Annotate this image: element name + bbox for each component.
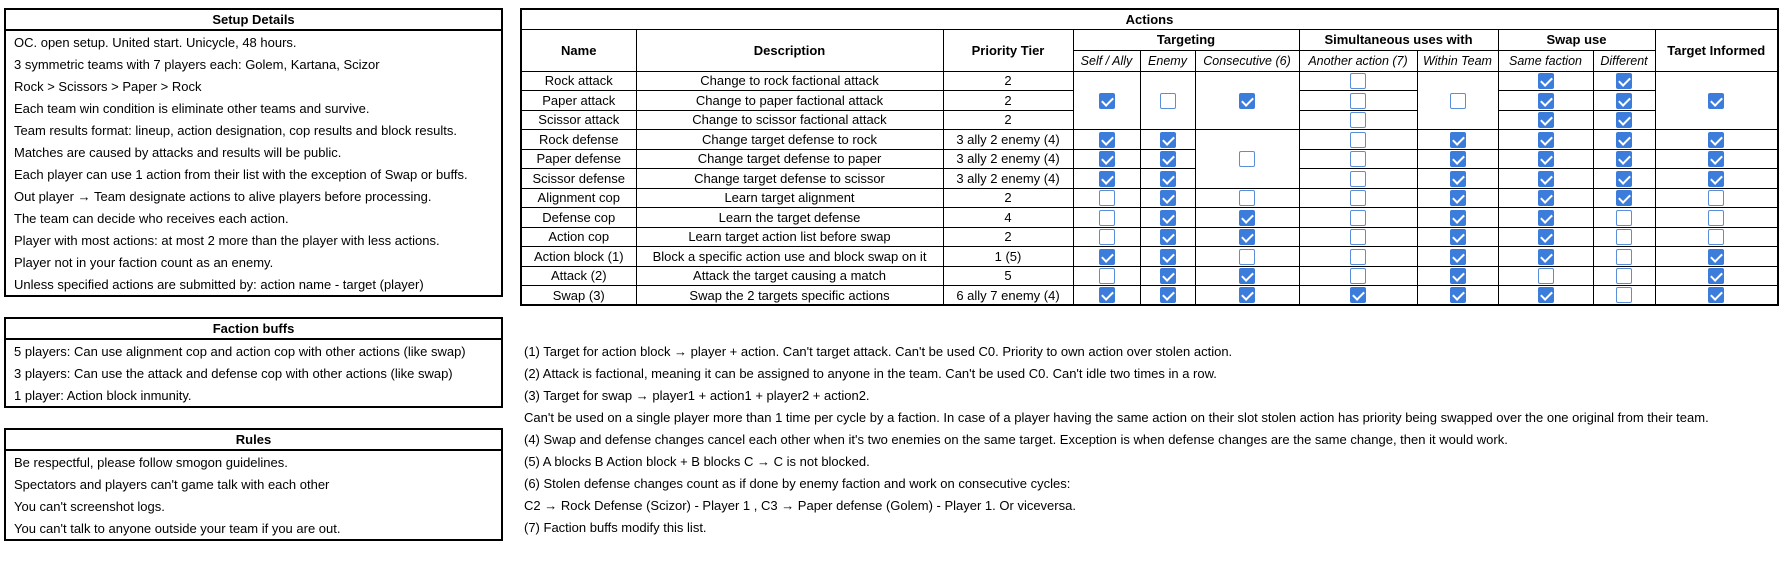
action-row (521, 169, 1778, 189)
checkbox-consecutive[interactable] (1239, 268, 1255, 284)
checkbox-within-team[interactable] (1450, 171, 1466, 187)
action-row (521, 286, 1778, 306)
checkbox-same-faction[interactable] (1538, 112, 1554, 128)
checkbox-enemy[interactable] (1160, 190, 1176, 206)
footnote-line: (5) A blocks B Action block + B blocks C → C is not blocked. (524, 454, 870, 469)
setup-details-panel (4, 8, 503, 297)
checkbox-target-informed[interactable] (1708, 229, 1724, 245)
col-header-description: Description (636, 29, 943, 71)
checkbox-different-cell (1593, 286, 1655, 306)
checkbox-self-ally[interactable] (1099, 171, 1115, 187)
checkbox-same-faction[interactable] (1538, 93, 1554, 109)
checkbox-different[interactable] (1616, 268, 1632, 284)
checkbox-within-team[interactable] (1450, 190, 1466, 206)
checkbox-another-action-cell (1299, 208, 1417, 228)
buff-line: 5 players: Can use alignment cop and action cop with other actions (like swap) (14, 344, 466, 359)
setup-line: Out player → Team designate actions to alive players before processing. (14, 189, 432, 204)
col-header-consecutive: Consecutive (6) (1195, 50, 1299, 71)
col-header-targeting: Targeting (1073, 29, 1299, 50)
rule-line: Spectators and players can't game talk with each other (14, 477, 330, 492)
checkbox-enemy[interactable] (1160, 229, 1176, 245)
checkbox-different-cell (1593, 188, 1655, 208)
setup-line: Team results format: lineup, action designation, cop results and block results. (14, 123, 457, 138)
checkbox-self-ally-cell (1073, 266, 1140, 286)
footnote-line: (7) Faction buffs modify this list. (524, 520, 707, 535)
action-name: Defense cop (521, 208, 636, 228)
setup-details-list (6, 31, 501, 296)
checkbox-same-faction-cell (1498, 91, 1593, 111)
checkbox-enemy-cell (1140, 130, 1195, 150)
checkbox-within-team-cell (1417, 71, 1498, 130)
checkbox-consecutive[interactable] (1239, 249, 1255, 265)
checkbox-consecutive[interactable] (1239, 229, 1255, 245)
checkbox-different-cell (1593, 149, 1655, 169)
checkbox-target-informed-cell (1655, 266, 1778, 286)
action-priority: 6 ally 7 enemy (4) (943, 286, 1073, 306)
checkbox-another-action[interactable] (1350, 268, 1366, 284)
action-name: Swap (3) (521, 286, 636, 306)
checkbox-enemy-cell (1140, 149, 1195, 169)
buff-line: 3 players: Can use the attack and defense cop with other actions (like swap) (14, 366, 453, 381)
footnote-line: (1) Target for action block → player + action. Can't target attack. Can't be used C0. Priority to own action over stolen action. (524, 344, 1233, 359)
checkbox-enemy-cell (1140, 227, 1195, 247)
action-row (521, 149, 1778, 169)
action-row (521, 130, 1778, 150)
checkbox-consecutive-cell (1195, 266, 1299, 286)
checkbox-enemy-cell (1140, 169, 1195, 189)
checkbox-self-ally[interactable] (1099, 249, 1115, 265)
checkbox-self-ally-cell (1073, 286, 1140, 306)
actions-panel (520, 8, 1777, 306)
checkbox-target-informed-cell (1655, 169, 1778, 189)
checkbox-another-action-cell (1299, 71, 1417, 91)
footnote-line: C2 → Rock Defense (Scizor) - Player 1 , C3 → Paper defense (Golem) - Player 1. Or viceversa. (524, 498, 1076, 513)
checkbox-same-faction-cell (1498, 266, 1593, 286)
actions-title: Actions (521, 9, 1778, 29)
checkbox-target-informed[interactable] (1708, 171, 1724, 187)
action-name: Alignment cop (521, 188, 636, 208)
action-row (521, 208, 1778, 228)
checkbox-self-ally-cell (1073, 227, 1140, 247)
checkbox-different[interactable] (1616, 249, 1632, 265)
checkbox-same-faction[interactable] (1538, 190, 1554, 206)
checkbox-another-action-cell (1299, 130, 1417, 150)
checkbox-self-ally-cell (1073, 71, 1140, 130)
action-name: Attack (2) (521, 266, 636, 286)
checkbox-different[interactable] (1616, 229, 1632, 245)
checkbox-another-action-cell (1299, 227, 1417, 247)
col-header-enemy: Enemy (1140, 50, 1195, 71)
checkbox-different-cell (1593, 169, 1655, 189)
checkbox-self-ally[interactable] (1099, 190, 1115, 206)
action-description: Change target defense to scissor (636, 169, 943, 189)
checkbox-target-informed[interactable] (1708, 210, 1724, 226)
col-header-priority: Priority Tier (943, 29, 1073, 71)
action-description: Change to paper factional attack (636, 91, 943, 111)
action-description: Change to rock factional attack (636, 71, 943, 91)
checkbox-different[interactable] (1616, 210, 1632, 226)
setup-line: The team can decide who receives each action. (14, 211, 289, 226)
checkbox-consecutive[interactable] (1239, 210, 1255, 226)
checkbox-within-team[interactable] (1450, 151, 1466, 167)
checkbox-another-action-cell (1299, 110, 1417, 130)
checkbox-different-cell (1593, 91, 1655, 111)
checkbox-target-informed-cell (1655, 188, 1778, 208)
rule-line: You can't talk to anyone outside your team if you are out. (14, 521, 341, 536)
action-description: Learn the target defense (636, 208, 943, 228)
checkbox-target-informed[interactable] (1708, 151, 1724, 167)
checkbox-same-faction[interactable] (1538, 73, 1554, 89)
checkbox-self-ally-cell (1073, 130, 1140, 150)
checkbox-within-team[interactable] (1450, 93, 1466, 109)
checkbox-another-action[interactable] (1350, 112, 1366, 128)
action-name: Action block (1) (521, 247, 636, 267)
footnote-line: Can't be used on a single player more than 1 time per cycle by a faction. In case of a player having the same action on their slot stolen action has priority being swapped over the one original from their team. (524, 410, 1709, 425)
checkbox-consecutive-cell (1195, 227, 1299, 247)
checkbox-within-team-cell (1417, 149, 1498, 169)
setup-line: Player not in your faction count as an enemy. (14, 255, 274, 270)
faction-buffs-list (6, 340, 501, 407)
checkbox-self-ally-cell (1073, 208, 1140, 228)
action-priority: 3 ally 2 enemy (4) (943, 149, 1073, 169)
checkbox-within-team-cell (1417, 266, 1498, 286)
action-priority: 4 (943, 208, 1073, 228)
checkbox-consecutive-cell (1195, 71, 1299, 130)
checkbox-another-action-cell (1299, 149, 1417, 169)
checkbox-another-action-cell (1299, 247, 1417, 267)
action-name: Paper attack (521, 91, 636, 111)
action-description: Attack the target causing a match (636, 266, 943, 286)
checkbox-enemy[interactable] (1160, 249, 1176, 265)
checkbox-target-informed-cell (1655, 208, 1778, 228)
rules-panel (4, 428, 503, 541)
checkbox-different[interactable] (1616, 93, 1632, 109)
checkbox-same-faction-cell (1498, 247, 1593, 267)
checkbox-enemy-cell (1140, 188, 1195, 208)
checkbox-another-action[interactable] (1350, 287, 1366, 303)
setup-details-title: Setup Details (6, 10, 501, 31)
checkbox-target-informed[interactable] (1708, 132, 1724, 148)
checkbox-another-action[interactable] (1350, 151, 1366, 167)
checkbox-consecutive[interactable] (1239, 93, 1255, 109)
checkbox-target-informed-cell (1655, 247, 1778, 267)
checkbox-same-faction[interactable] (1538, 210, 1554, 226)
setup-line: Player with most actions: at most 2 more than the player with less actions. (14, 233, 440, 248)
checkbox-within-team-cell (1417, 286, 1498, 306)
checkbox-enemy-cell (1140, 247, 1195, 267)
checkbox-consecutive-cell (1195, 247, 1299, 267)
checkbox-same-faction[interactable] (1538, 268, 1554, 284)
checkbox-different-cell (1593, 247, 1655, 267)
checkbox-self-ally[interactable] (1099, 287, 1115, 303)
checkbox-target-informed-cell (1655, 227, 1778, 247)
faction-buffs-title: Faction buffs (6, 319, 501, 340)
action-priority: 5 (943, 266, 1073, 286)
checkbox-target-informed[interactable] (1708, 268, 1724, 284)
checkbox-target-informed-cell (1655, 149, 1778, 169)
setup-line: Matches are caused by attacks and results will be public. (14, 145, 342, 160)
checkbox-same-faction-cell (1498, 110, 1593, 130)
checkbox-another-action-cell (1299, 188, 1417, 208)
checkbox-another-action-cell (1299, 169, 1417, 189)
checkbox-same-faction-cell (1498, 169, 1593, 189)
setup-line: Unless specified actions are submitted by: action name - target (player) (14, 277, 424, 292)
checkbox-same-faction[interactable] (1538, 132, 1554, 148)
checkbox-self-ally[interactable] (1099, 132, 1115, 148)
checkbox-different[interactable] (1616, 190, 1632, 206)
checkbox-self-ally-cell (1073, 169, 1140, 189)
checkbox-different-cell (1593, 208, 1655, 228)
checkbox-within-team-cell (1417, 247, 1498, 267)
checkbox-self-ally[interactable] (1099, 93, 1115, 109)
checkbox-different[interactable] (1616, 171, 1632, 187)
checkbox-another-action[interactable] (1350, 190, 1366, 206)
action-name: Rock defense (521, 130, 636, 150)
buff-line: 1 player: Action block inmunity. (14, 388, 192, 403)
action-priority: 2 (943, 188, 1073, 208)
checkbox-consecutive[interactable] (1239, 287, 1255, 303)
action-row (521, 227, 1778, 247)
checkbox-target-informed-cell (1655, 286, 1778, 306)
action-priority: 3 ally 2 enemy (4) (943, 130, 1073, 150)
checkbox-self-ally[interactable] (1099, 229, 1115, 245)
checkbox-different-cell (1593, 110, 1655, 130)
checkbox-same-faction-cell (1498, 208, 1593, 228)
checkbox-another-action-cell (1299, 266, 1417, 286)
checkbox-enemy[interactable] (1160, 171, 1176, 187)
setup-line: 3 symmetric teams with 7 players each: Golem, Kartana, Scizor (14, 57, 380, 72)
checkbox-enemy-cell (1140, 286, 1195, 306)
footnote-line: (6) Stolen defense changes count as if done by enemy faction and work on consecutive cycles: (524, 476, 1071, 491)
setup-line: OC. open setup. United start. Unicycle, 48 hours. (14, 35, 297, 50)
action-priority: 2 (943, 227, 1073, 247)
checkbox-another-action[interactable] (1350, 171, 1366, 187)
checkbox-different[interactable] (1616, 151, 1632, 167)
checkbox-within-team-cell (1417, 188, 1498, 208)
checkbox-enemy-cell (1140, 208, 1195, 228)
rule-line: Be respectful, please follow smogon guidelines. (14, 455, 288, 470)
checkbox-within-team[interactable] (1450, 210, 1466, 226)
setup-line: Each player can use 1 action from their list with the exception of Swap or buffs. (14, 167, 468, 182)
checkbox-consecutive[interactable] (1239, 151, 1255, 167)
col-header-swap-use: Swap use (1498, 29, 1655, 50)
checkbox-enemy[interactable] (1160, 132, 1176, 148)
action-description: Change target defense to rock (636, 130, 943, 150)
action-row (521, 266, 1778, 286)
col-header-simultaneous: Simultaneous uses with (1299, 29, 1498, 50)
checkbox-within-team-cell (1417, 227, 1498, 247)
col-header-same-faction: Same faction (1498, 50, 1593, 71)
checkbox-self-ally[interactable] (1099, 210, 1115, 226)
checkbox-different[interactable] (1616, 73, 1632, 89)
checkbox-enemy[interactable] (1160, 287, 1176, 303)
action-name: Scissor defense (521, 169, 636, 189)
footnote-line: (4) Swap and defense changes cancel each other when it's two enemies on the same target. Exception is when defense changes are the same change, then it would work. (524, 432, 1508, 447)
checkbox-enemy[interactable] (1160, 151, 1176, 167)
checkbox-target-informed[interactable] (1708, 93, 1724, 109)
checkbox-different-cell (1593, 130, 1655, 150)
rule-line: You can't screenshot logs. (14, 499, 165, 514)
action-row (521, 247, 1778, 267)
checkbox-same-faction-cell (1498, 188, 1593, 208)
footnotes (524, 341, 1774, 539)
footnote-line: (3) Target for swap → player1 + action1 + player2 + action2. (524, 388, 870, 403)
action-description: Learn target action list before swap (636, 227, 943, 247)
checkbox-different-cell (1593, 227, 1655, 247)
checkbox-within-team[interactable] (1450, 268, 1466, 284)
checkbox-consecutive-cell (1195, 130, 1299, 189)
col-header-self-ally: Self / Ally (1073, 50, 1140, 71)
checkbox-different-cell (1593, 71, 1655, 91)
checkbox-different[interactable] (1616, 112, 1632, 128)
action-priority: 2 (943, 110, 1073, 130)
action-description: Swap the 2 targets specific actions (636, 286, 943, 306)
checkbox-within-team-cell (1417, 169, 1498, 189)
checkbox-different[interactable] (1616, 132, 1632, 148)
checkbox-consecutive[interactable] (1239, 190, 1255, 206)
checkbox-same-faction[interactable] (1538, 229, 1554, 245)
checkbox-different-cell (1593, 266, 1655, 286)
action-priority: 2 (943, 91, 1073, 111)
checkbox-within-team-cell (1417, 208, 1498, 228)
checkbox-within-team[interactable] (1450, 229, 1466, 245)
checkbox-within-team[interactable] (1450, 287, 1466, 303)
checkbox-same-faction-cell (1498, 227, 1593, 247)
checkbox-same-faction[interactable] (1538, 287, 1554, 303)
action-name: Action cop (521, 227, 636, 247)
action-priority: 1 (5) (943, 247, 1073, 267)
checkbox-another-action[interactable] (1350, 210, 1366, 226)
checkbox-target-informed-cell (1655, 130, 1778, 150)
checkbox-different[interactable] (1616, 287, 1632, 303)
checkbox-enemy-cell (1140, 266, 1195, 286)
rules-list (6, 451, 501, 540)
checkbox-enemy-cell (1140, 71, 1195, 130)
checkbox-another-action[interactable] (1350, 73, 1366, 89)
action-priority: 3 ally 2 enemy (4) (943, 169, 1073, 189)
action-description: Block a specific action use and block swap on it (636, 247, 943, 267)
checkbox-same-faction-cell (1498, 130, 1593, 150)
action-description: Learn target alignment (636, 188, 943, 208)
col-header-different: Different (1593, 50, 1655, 71)
col-header-target-informed: Target Informed (1655, 29, 1778, 71)
checkbox-same-faction[interactable] (1538, 171, 1554, 187)
action-name: Scissor attack (521, 110, 636, 130)
actions-table (520, 8, 1779, 306)
checkbox-same-faction-cell (1498, 71, 1593, 91)
col-header-within-team: Within Team (1417, 50, 1498, 71)
checkbox-same-faction-cell (1498, 286, 1593, 306)
checkbox-another-action[interactable] (1350, 132, 1366, 148)
checkbox-self-ally-cell (1073, 188, 1140, 208)
actions-table-body (521, 71, 1778, 305)
checkbox-another-action-cell (1299, 91, 1417, 111)
col-header-name: Name (521, 29, 636, 71)
action-name: Rock attack (521, 71, 636, 91)
rules-title: Rules (6, 430, 501, 451)
checkbox-self-ally-cell (1073, 149, 1140, 169)
checkbox-target-informed[interactable] (1708, 249, 1724, 265)
setup-line: Each team win condition is eliminate other teams and survive. (14, 101, 370, 116)
checkbox-enemy[interactable] (1160, 93, 1176, 109)
footnote-line: (2) Attack is factional, meaning it can be assigned to anyone in the team. Can't be used C0. Can't idle two times in a row. (524, 366, 1217, 381)
faction-buffs-panel (4, 317, 503, 408)
checkbox-same-faction[interactable] (1538, 249, 1554, 265)
checkbox-another-action[interactable] (1350, 93, 1366, 109)
action-description: Change target defense to paper (636, 149, 943, 169)
checkbox-same-faction[interactable] (1538, 151, 1554, 167)
checkbox-target-informed[interactable] (1708, 287, 1724, 303)
checkbox-within-team[interactable] (1450, 249, 1466, 265)
checkbox-self-ally[interactable] (1099, 151, 1115, 167)
checkbox-another-action[interactable] (1350, 229, 1366, 245)
checkbox-another-action[interactable] (1350, 249, 1366, 265)
checkbox-within-team-cell (1417, 130, 1498, 150)
checkbox-target-informed[interactable] (1708, 190, 1724, 206)
col-header-another-action: Another action (7) (1299, 50, 1417, 71)
checkbox-another-action-cell (1299, 286, 1417, 306)
checkbox-self-ally[interactable] (1099, 268, 1115, 284)
checkbox-consecutive-cell (1195, 188, 1299, 208)
checkbox-consecutive-cell (1195, 208, 1299, 228)
checkbox-target-informed-cell (1655, 71, 1778, 130)
checkbox-consecutive-cell (1195, 286, 1299, 306)
action-row (521, 188, 1778, 208)
checkbox-enemy[interactable] (1160, 210, 1176, 226)
action-row (521, 71, 1778, 91)
action-description: Change to scissor factional attack (636, 110, 943, 130)
checkbox-within-team[interactable] (1450, 132, 1466, 148)
action-name: Paper defense (521, 149, 636, 169)
setup-line: Rock > Scissors > Paper > Rock (14, 79, 202, 94)
checkbox-enemy[interactable] (1160, 268, 1176, 284)
checkbox-same-faction-cell (1498, 149, 1593, 169)
checkbox-self-ally-cell (1073, 247, 1140, 267)
action-priority: 2 (943, 71, 1073, 91)
